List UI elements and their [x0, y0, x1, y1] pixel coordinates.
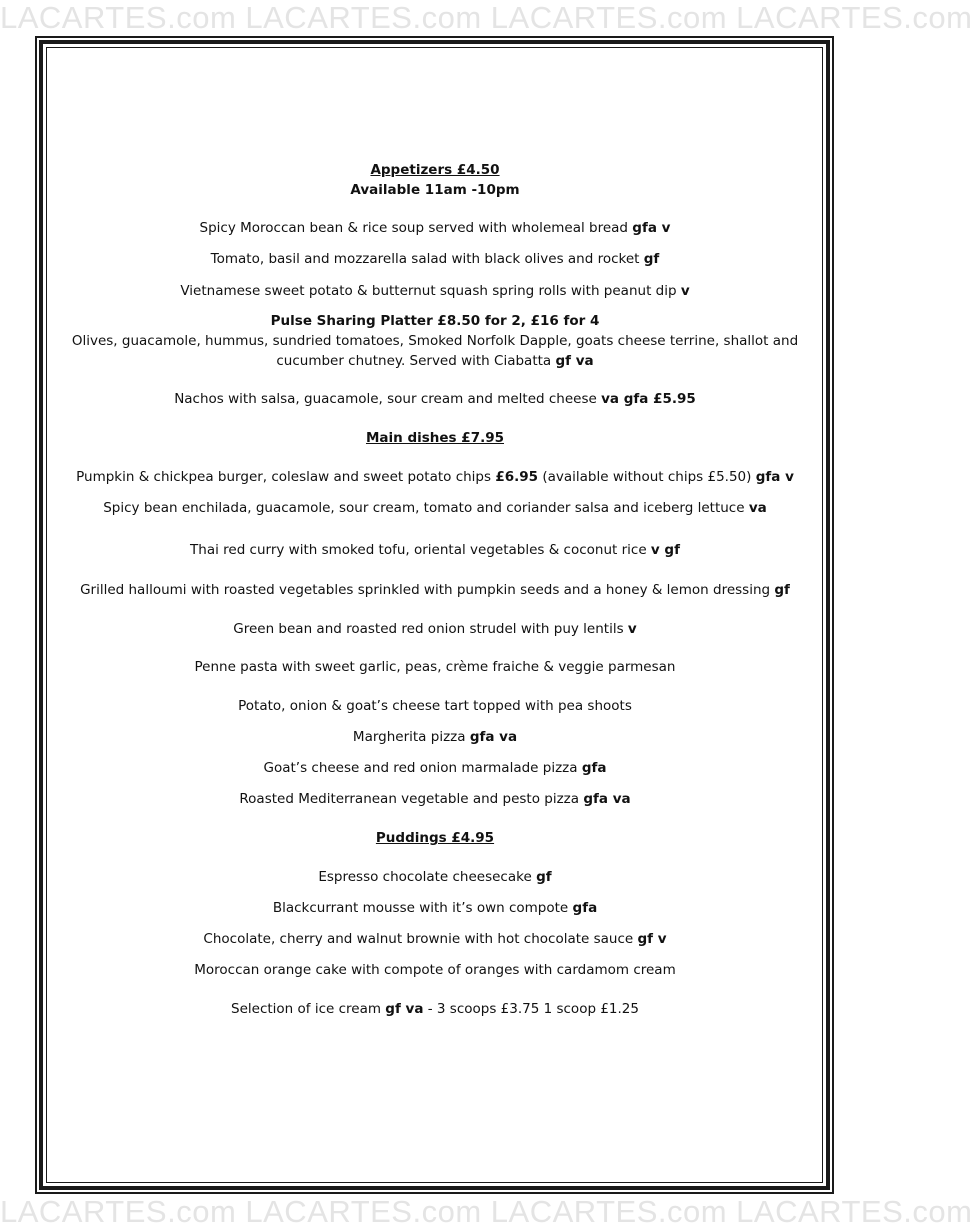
dietary-tags: gf	[774, 582, 790, 598]
watermark-bottom: LACARTES.com LACARTES.com LACARTES.com LACARTES.com	[0, 1194, 972, 1229]
item-text: Roasted Mediterranean vegetable and pesto pizza	[239, 791, 580, 807]
menu-item	[60, 867, 810, 887]
menu-item-nachos	[60, 389, 810, 409]
item-text: Vietnamese sweet potato & butternut squash spring rolls with peanut dip	[180, 283, 677, 299]
menu-item	[60, 758, 810, 778]
dietary-tags: gf v	[637, 931, 667, 947]
appetizers-availability: Available 11am -10pm	[350, 182, 520, 198]
item-text: Chocolate, cherry and walnut brownie with hot chocolate sauce	[203, 931, 634, 947]
item-text: Moroccan orange cake with compote of oranges with cardamom cream	[194, 962, 676, 978]
mains-heading: Main dishes £7.95	[365, 430, 504, 446]
item-text: Tomato, basil and mozzarella salad with black olives and rocket	[210, 251, 640, 267]
dietary-tags: gfa	[581, 760, 607, 776]
dietary-tags: gfa va	[469, 729, 518, 745]
dietary-tags: v	[680, 283, 690, 299]
menu-item	[60, 960, 810, 980]
menu-item	[60, 657, 810, 677]
dietary-tags: v	[627, 621, 637, 637]
item-text: Goat’s cheese and red onion marmalade pizza	[263, 760, 578, 776]
item-text: Spicy Moroccan bean & rice soup served with wholemeal bread	[199, 220, 628, 236]
menu-item	[60, 929, 810, 949]
dietary-tags: gf	[536, 869, 552, 885]
menu-item	[60, 580, 810, 600]
watermark-top: LACARTES.com LACARTES.com LACARTES.com LACARTES.com	[0, 0, 972, 35]
menu-item	[60, 619, 810, 639]
menu-item	[60, 696, 810, 716]
menu-item-burger	[60, 467, 810, 487]
item-text: Pumpkin & chickpea burger, coleslaw and sweet potato chips	[76, 469, 492, 485]
item-text: Margherita pizza	[352, 729, 466, 745]
item-text: Nachos with salsa, guacamole, sour cream and melted cheese	[174, 391, 597, 407]
puddings-heading: Puddings £4.95	[375, 830, 495, 846]
platter-title: Pulse Sharing Platter £8.50 for 2, £16 for 4	[270, 313, 600, 329]
menu-item	[60, 218, 810, 238]
platter-description-line2	[60, 351, 810, 371]
platter-description-line1: Olives, guacamole, hummus, sundried tomatoes, Smoked Norfolk Dapple, goats cheese terrine, shallot and	[71, 333, 799, 349]
menu-item	[60, 249, 810, 269]
item-text: Espresso chocolate cheesecake	[318, 869, 532, 885]
item-text: Potato, onion & goat’s cheese tart topped with pea shoots	[238, 698, 632, 714]
dietary-tags: gfa	[572, 900, 598, 916]
item-text: Selection of ice cream	[231, 1001, 381, 1017]
item-text: Blackcurrant mousse with it’s own compote	[272, 900, 569, 916]
item-text: Penne pasta with sweet garlic, peas, crème fraiche & veggie parmesan	[194, 659, 676, 675]
dietary-tags: va gfa £5.95	[601, 391, 696, 407]
item-price: £6.95	[495, 469, 539, 485]
item-note: (available without chips £5.50)	[542, 469, 752, 485]
item-text: Green bean and roasted red onion strudel with puy lentils	[233, 621, 624, 637]
dietary-tags: gf va	[385, 1001, 424, 1017]
dietary-tags: gf va	[555, 353, 594, 369]
menu-item	[60, 727, 810, 747]
item-text: Grilled halloumi with roasted vegetables sprinkled with pumpkin seeds and a honey & lemon dressing	[80, 582, 771, 598]
menu-item-ice-cream	[60, 999, 810, 1019]
item-text: cucumber chutney. Served with Ciabatta	[276, 353, 552, 369]
menu-item	[60, 898, 810, 918]
menu-item	[60, 498, 810, 518]
dietary-tags: v gf	[650, 542, 680, 558]
item-text: Thai red curry with smoked tofu, oriental vegetables & coconut rice	[190, 542, 647, 558]
dietary-tags: gfa va	[583, 791, 631, 807]
dietary-tags: va	[748, 500, 767, 516]
dietary-tags: gfa v	[755, 469, 794, 485]
appetizers-heading: Appetizers £4.50	[370, 162, 500, 178]
menu-item	[60, 540, 810, 560]
dietary-tags: gfa v	[632, 220, 671, 236]
menu-item	[60, 281, 810, 301]
item-text: Spicy bean enchilada, guacamole, sour cream, tomato and coriander salsa and iceberg lettuce	[103, 500, 745, 516]
dietary-tags: gf	[643, 251, 660, 267]
item-price: - 3 scoops £3.75 1 scoop £1.25	[427, 1001, 639, 1017]
menu-item	[60, 789, 810, 809]
